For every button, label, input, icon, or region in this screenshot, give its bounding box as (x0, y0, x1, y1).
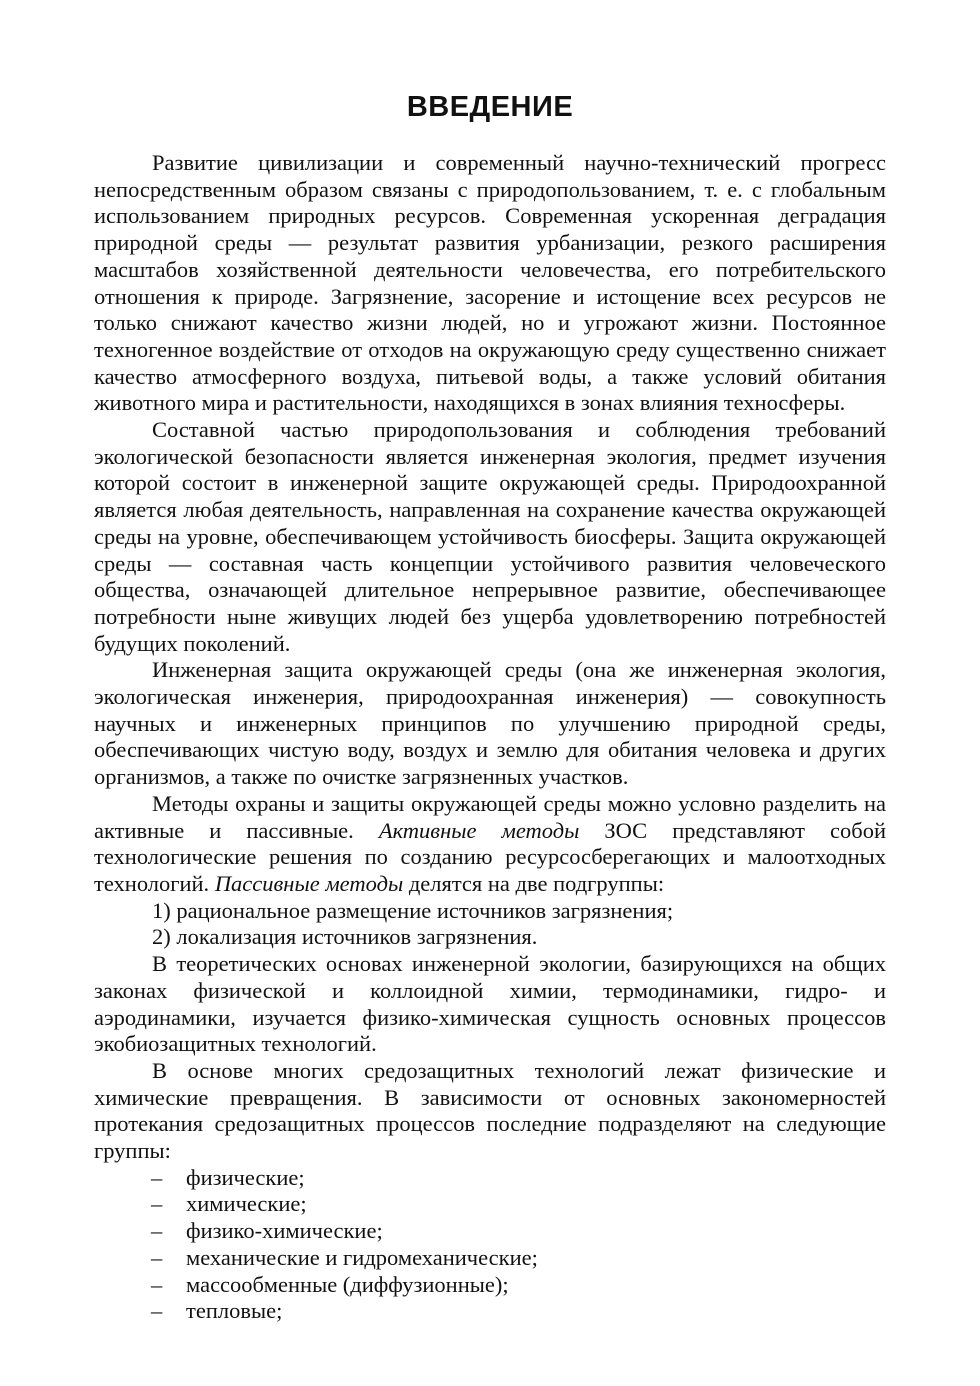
paragraph-text: Методы охраны и защиты окружающей среды можно условно разделить на активные и пассивные. (94, 790, 886, 843)
list-item (94, 1218, 886, 1245)
list-item-text: тепловые; (186, 1298, 283, 1324)
process-groups-list (94, 1165, 886, 1325)
list-item-text: химические; (186, 1191, 307, 1217)
dash-marker: – (151, 1298, 163, 1324)
numbered-item: 2) локализация источников загрязнения. (152, 924, 538, 950)
document-body (94, 150, 886, 1325)
dash-marker: – (151, 1191, 163, 1217)
paragraph: В основе многих средозащитных технологий лежат физические и химические превращения. В зависимости от основных закономерностей протекания средозащитных процессов последние подразделяют на следующие группы: (94, 1057, 886, 1164)
list-item (94, 1165, 886, 1192)
emphasis-passive-methods: Пассивные методы (214, 870, 404, 896)
paragraph-text: делятся на две подгруппы: (403, 870, 665, 896)
list-item-text: физико-химические; (186, 1218, 383, 1244)
document-page (94, 90, 886, 1325)
paragraph: Развитие цивилизации и современный научно-технический прогресс непосредственным образом связаны с природопользованием, т. е. с глобальным использованием природных ресурсов. Современная ускоренная деградация природной среды — результат развития урбанизации, резкого расширения масштабов хозяйственной деятельности человечества, его потребительского отношения к природе. Загрязнение, засорение и истощение всех ресурсов не только снижают качество жизни людей, но и угрожают жизни. Постоянное техногенное воздействие от отходов на окружающую среду существенно снижает качество атмосферного воздуха, питьевой воды, а также условий обитания животного мира и растительности, находящихся в зонах влияния техносферы. (94, 150, 886, 416)
paragraph-text: ЗОС представляют собой технологические решения по созданию ресурсосберегающих и малоотходных технологий. (94, 817, 886, 896)
dash-marker: – (151, 1164, 163, 1190)
list-item (94, 1191, 886, 1218)
list-item (94, 1272, 886, 1299)
list-item-text: физические; (186, 1164, 305, 1190)
paragraph: В теоретических основах инженерной экологии, базирующихся на общих законах физической и коллоидной химии, термодинамики, гидро- и аэродинамики, изучается физико-химическая сущность основных процессов экобиозащитных технологий. (94, 951, 886, 1057)
dash-marker: – (151, 1271, 163, 1297)
dash-marker: – (151, 1244, 163, 1270)
list-item (94, 1245, 886, 1272)
list-item-text: механические и гидромеханические; (186, 1244, 538, 1270)
paragraph: Инженерная защита окружающей среды (она же инженерная экология, экологическая инженерия, природоохранная инженерия) — совокупность научных и инженерных принципов по улучшению природной среды, обеспечивающих чистую воду, воздух и землю для обитания человека и других организмов, а также по очистке загрязненных участков. (94, 657, 886, 790)
numbered-item: 1) рациональное размещение источников загрязнения; (152, 897, 674, 923)
list-item (94, 1298, 886, 1325)
paragraph: Составной частью природопользования и соблюдения требований экологической безопасности является инженерная экология, предмет изучения которой состоит в инженерной защите окружающей среды. Природоохранной является любая деятельность, направленная на сохранение качества окружающей среды на уровне, обеспечивающем устойчивость биосферы. Защита окружающей среды — составная часть концепции устойчивого развития человеческого общества, означающей длительное непрерывное развитие, обеспечивающее потребности ныне живущих людей без ущерба удовлетворению потребностей будущих поколений. (94, 417, 886, 656)
list-item-text: массообменные (диффузионные); (186, 1271, 509, 1297)
page-title: ВВЕДЕНИЕ (406, 91, 574, 123)
paragraph (94, 791, 886, 898)
emphasis-active-methods: Активные методы (378, 817, 580, 843)
dash-marker: – (151, 1218, 163, 1244)
